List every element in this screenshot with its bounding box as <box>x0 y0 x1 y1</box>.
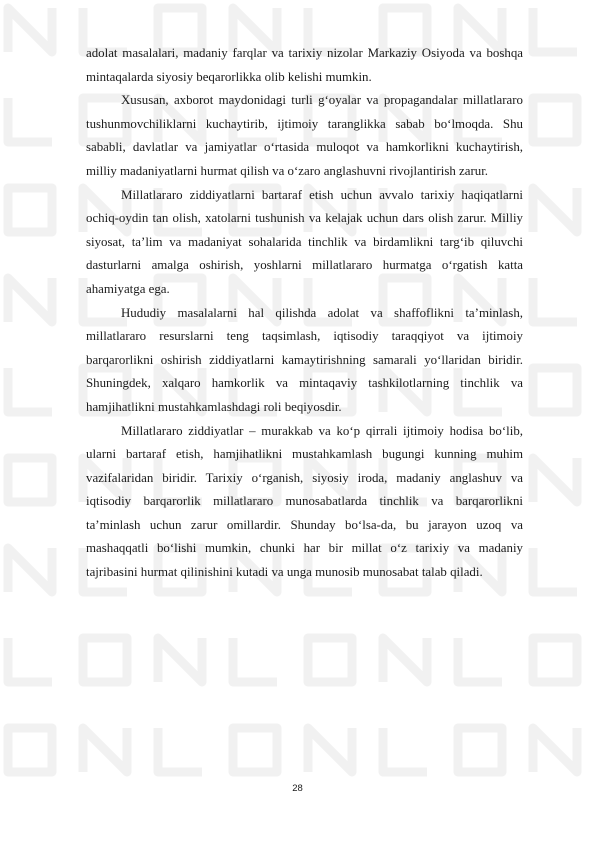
watermark-shape <box>533 278 577 322</box>
watermark-shape <box>533 98 577 142</box>
watermark-shape <box>8 98 52 142</box>
watermark-shape <box>533 8 577 52</box>
watermark-shape <box>308 728 352 772</box>
watermark-shape <box>158 638 202 682</box>
watermark-shape <box>458 638 502 682</box>
paragraph: Xususan, axborot maydonidagi turli g‘oyalar va propagandalar millatlararo tushunmovchiliklarni kuchaytirib, ijtimoiy taranglikka sabab bo‘lmoqda. Shu sababli, davlatlar va jamiyatlar o‘rtasida muloqot va hamkorlikni kuchaytirish, milliy madaniyatlarni hurmat qilish va o‘zaro anglashuvni rivojlantirish zarur. <box>86 93 523 178</box>
watermark-shape <box>533 728 577 772</box>
page-number: 28 <box>292 783 303 794</box>
watermark-shape <box>533 458 577 502</box>
paragraph: adolat masalalari, madaniy farqlar va tarixiy nizolar Markaziy Osiyoda va boshqa mintaqalarda siyosiy beqarorlikka olib kelishi mumkin. <box>86 46 523 84</box>
watermark-shape <box>533 548 577 592</box>
watermark-shape <box>533 638 577 682</box>
paragraph: Millatlararo ziddiyatlarni bartaraf etish uchun avvalo tarixiy haqiqatlarni ochiq-oydin tan olish, xatolarni tushunish va kelajak uchun dars olish zarur. Milliy siyosat, ta’lim va madaniyat sohalarida tinchlik va birdamlikni targ‘ib qiluvchi dasturlarni amalga oshirish, yoshlarni millatlararo hurmatga o‘rgatish katta ahamiyatga ega. <box>86 187 523 296</box>
document-page <box>86 42 523 585</box>
watermark-shape <box>233 728 277 772</box>
watermark-shape <box>83 728 127 772</box>
watermark-shape <box>8 368 52 412</box>
watermark-shape <box>158 728 202 772</box>
paragraph: Millatlararo ziddiyatlar – murakkab va ko‘p qirrali ijtimoiy hodisa bo‘lib, ularni bartaraf etish, hamjihatlikni mustahkamlash bugungi kunning muhim vazifalaridan biridir. Tarixiy o‘rganish, siyosiy iroda, madaniy anglashuv va iqtisodiy barqarorlik millatlararo munosabatlarda tinchlik va barqarorlikni ta’minlash uchun zarur omillardir. Shunday bo‘lsa-da, bu jarayon uzoq va mashaqqatli bo‘lishi mumkin, chunki har bir millat o‘z tarixiy va madaniy tajribasini hurmat qilinishini kutadi va unga munosib munosabat talab qiladi. <box>86 423 523 580</box>
watermark-shape <box>8 728 52 772</box>
paragraph: Hududiy masalalarni hal qilishda adolat va shaffoflikni ta’minlash, millatlararo resurslarni teng taqsimlash, iqtisodiy taraqqiyot va ijtimoiy barqarorlikni oshirish ziddiyatlarni kamaytirishning samarali yo‘llaridan biridir. Shuningdek, xalqaro hamkorlik va mintaqaviy tashkilotlarning tinchlik va hamjihatlikni mustahkamlashdagi roli beqiyosdir. <box>86 305 523 414</box>
watermark-shape <box>233 638 277 682</box>
watermark-shape <box>533 368 577 412</box>
watermark-shape <box>8 638 52 682</box>
watermark-shape <box>533 188 577 232</box>
watermark-shape <box>8 188 52 232</box>
watermark-shape <box>383 638 427 682</box>
watermark-shape <box>8 8 52 52</box>
watermark-shape <box>308 638 352 682</box>
watermark-shape <box>8 548 52 592</box>
watermark-shape <box>83 638 127 682</box>
watermark-shape <box>8 458 52 502</box>
watermark-shape <box>383 728 427 772</box>
watermark-shape <box>458 728 502 772</box>
watermark-shape <box>8 278 52 322</box>
